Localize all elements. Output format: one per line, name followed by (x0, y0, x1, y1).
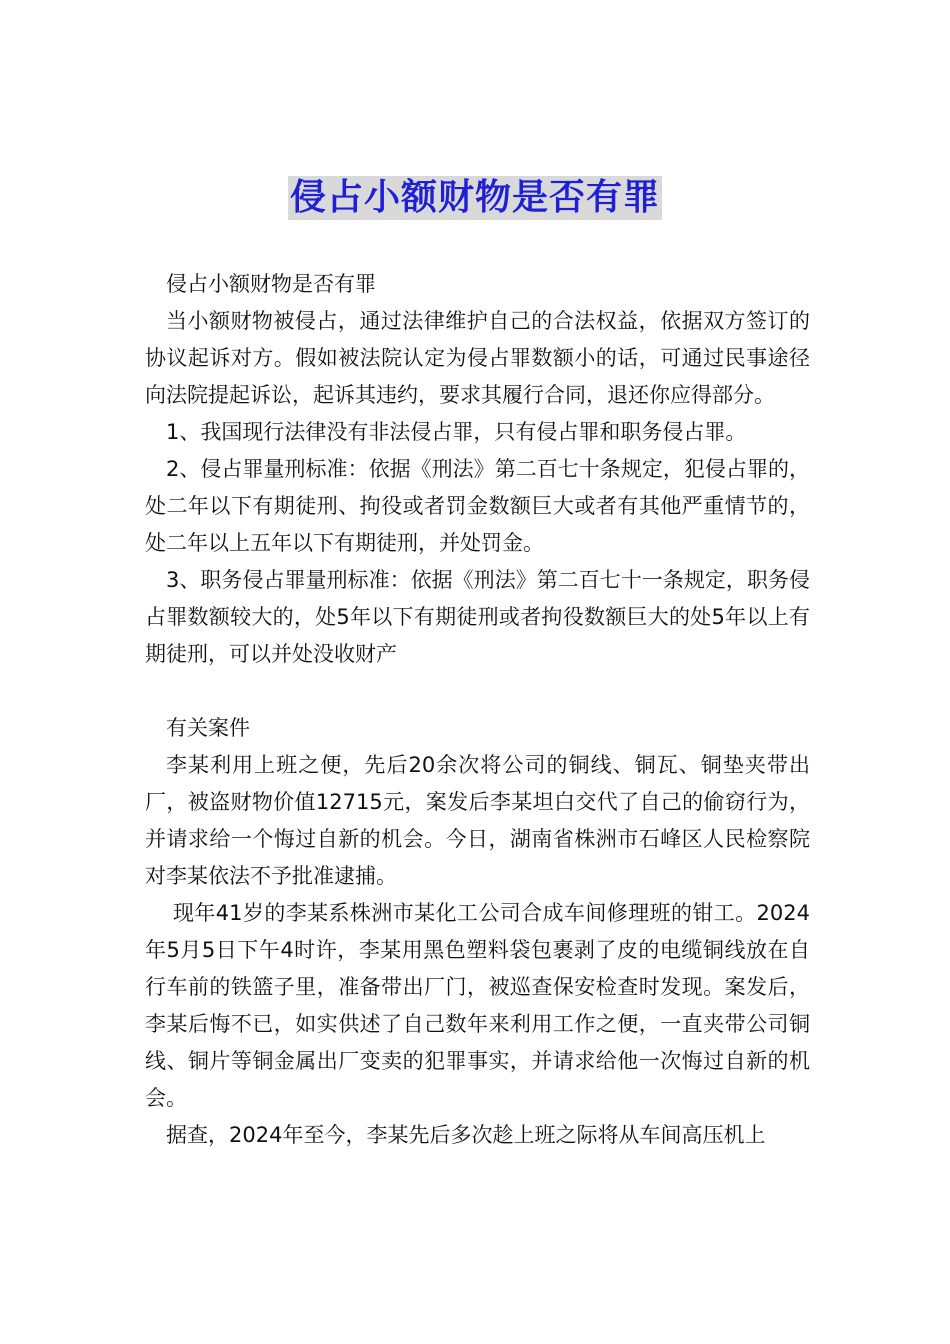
paragraph: 1、我国现行法律没有非法侵占罪，只有侵占罪和职务侵占罪。 (166, 420, 747, 444)
paragraph: 2、侵占罪量刑标准：依据《刑法》第二百七十条规定，犯侵占罪的，处二年以下有期徒刑、拘役或者罚金数额巨大或者有其他严重情节的，处二年以上五年以下有期徒刑，并处罚金。 (145, 457, 810, 555)
section-heading: 有关案件 (166, 716, 250, 740)
document-body (145, 266, 810, 1154)
paragraph: 据查，2024年至今，李某先后多次趁上班之际将从车间高压机上 (166, 1123, 766, 1147)
paragraph: 李某利用上班之便，先后20余次将公司的铜线、铜瓦、铜垫夹带出厂，被盗财物价值12715元，案发后李某坦白交代了自己的偷窃行为，并请求给一个悔过自新的机会。今日，湖南省株洲市石峰区人民检察院对李某依法不予批准逮捕。 (145, 753, 810, 888)
paragraph: 3、职务侵占罪量刑标准：依据《刑法》第二百七十一条规定，职务侵占罪数额较大的，处5年以下有期徒刑或者拘役数额巨大的处5年以上有期徒刑，可以并处没收财产 (145, 568, 810, 666)
blank-line (145, 673, 810, 710)
document-title: 侵占小额财物是否有罪 (289, 177, 660, 218)
title-container (0, 176, 950, 220)
section-heading: 侵占小额财物是否有罪 (166, 272, 376, 296)
paragraph: 当小额财物被侵占，通过法律维护自己的合法权益，依据双方签订的协议起诉对方。假如被法院认定为侵占罪数额小的话，可通过民事途径向法院提起诉讼，起诉其违约，要求其履行合同，退还你应得部分。 (145, 309, 810, 407)
paragraph: 现年41岁的李某系株洲市某化工公司合成车间修理班的钳工。2024年5月5日下午4时许，李某用黑色塑料袋包裹剥了皮的电缆铜线放在自行车前的铁篮子里，准备带出厂门，被巡查保安检查时发现。案发后，李某后悔不已，如实供述了自己数年来利用工作之便，一直夹带公司铜线、铜片等铜金属出厂变卖的犯罪事实，并请求给他一次悔过自新的机会。 (145, 901, 810, 1110)
